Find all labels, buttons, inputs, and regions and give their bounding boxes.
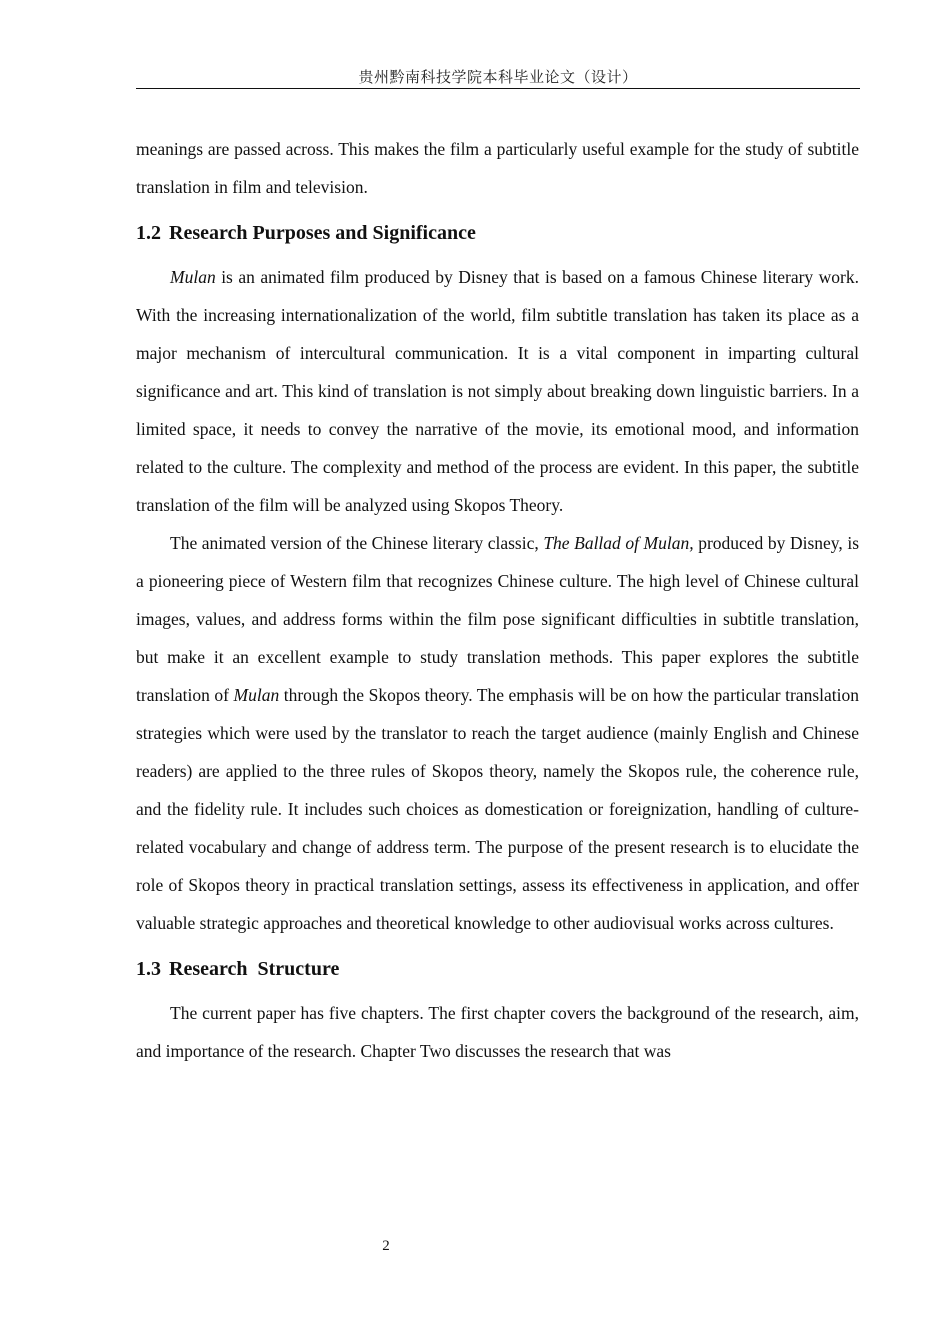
- section-number: 1.2: [136, 222, 161, 244]
- running-header: 贵州黔南科技学院本科毕业论文（设计）: [358, 68, 638, 86]
- ballad-title-italic: The Ballad of Mulan,: [543, 533, 694, 553]
- film-title-italic: Mulan: [233, 685, 280, 705]
- paragraph-text: produced by Disney, is a pioneering piece of Western film that recognizes Chinese culture. The high level of Chinese cultural images, values, and address forms within the film pose significant difficulties in subtitle translation, but make it an excellent example to study translation methods. This paper explores the subtitle translation of: [136, 533, 860, 705]
- section-number: 1.3: [136, 958, 161, 980]
- section-heading-1-2: [136, 218, 859, 248]
- paragraph-purposes-1: [136, 258, 859, 524]
- paragraph-text: The animated version of the Chinese literary classic,: [170, 533, 544, 553]
- paragraph-continuation: meanings are passed across. This makes the film a particularly useful example for the study of subtitle translation in film and television.: [136, 139, 859, 197]
- paragraph-text: through the Skopos theory. The emphasis will be on how the particular translation strategies which were used by the translator to reach the target audience (mainly English and Chinese readers) are applied to the three rules of Skopos theory, namely the Skopos rule, the coherence rule, and the fidelity rule. It includes such choices as domestication or foreignization, handling of culture-related vocabulary and change of address term. The purpose of the present research is to elucidate the role of Skopos theory in practical translation settings, assess its effectiveness in application, and offer valuable strategic approaches and theoretical knowledge to other audiovisual works across cultures.: [136, 685, 859, 933]
- section-title: Research Structure: [169, 958, 340, 980]
- section-heading-1-3: [136, 954, 859, 984]
- paragraph-purposes-2: [136, 524, 859, 942]
- paragraph-text: is an animated film produced by Disney that is based on a famous Chinese literary work. With the increasing internationalization of the world, film subtitle translation has taken its place as a major mechanism of intercultural communication. It is a vital component in imparting cultural significance and art. This kind of translation is not simply about breaking down linguistic barriers. In a limited space, it needs to convey the narrative of the movie, its emotional mood, and information related to the culture. The complexity and method of the process are evident. In this paper, the subtitle translation of the film will be analyzed using Skopos Theory.: [136, 267, 859, 515]
- page-body: [136, 130, 859, 1070]
- page-number: 2: [382, 1238, 390, 1254]
- header-rule: [136, 88, 860, 89]
- section-title: Research Purposes and Significance: [169, 222, 476, 244]
- film-title-italic: Mulan: [170, 267, 216, 287]
- paragraph-structure: The current paper has five chapters. The first chapter covers the background of the research, aim, and importance of the research. Chapter Two discusses the research that was: [136, 1003, 859, 1061]
